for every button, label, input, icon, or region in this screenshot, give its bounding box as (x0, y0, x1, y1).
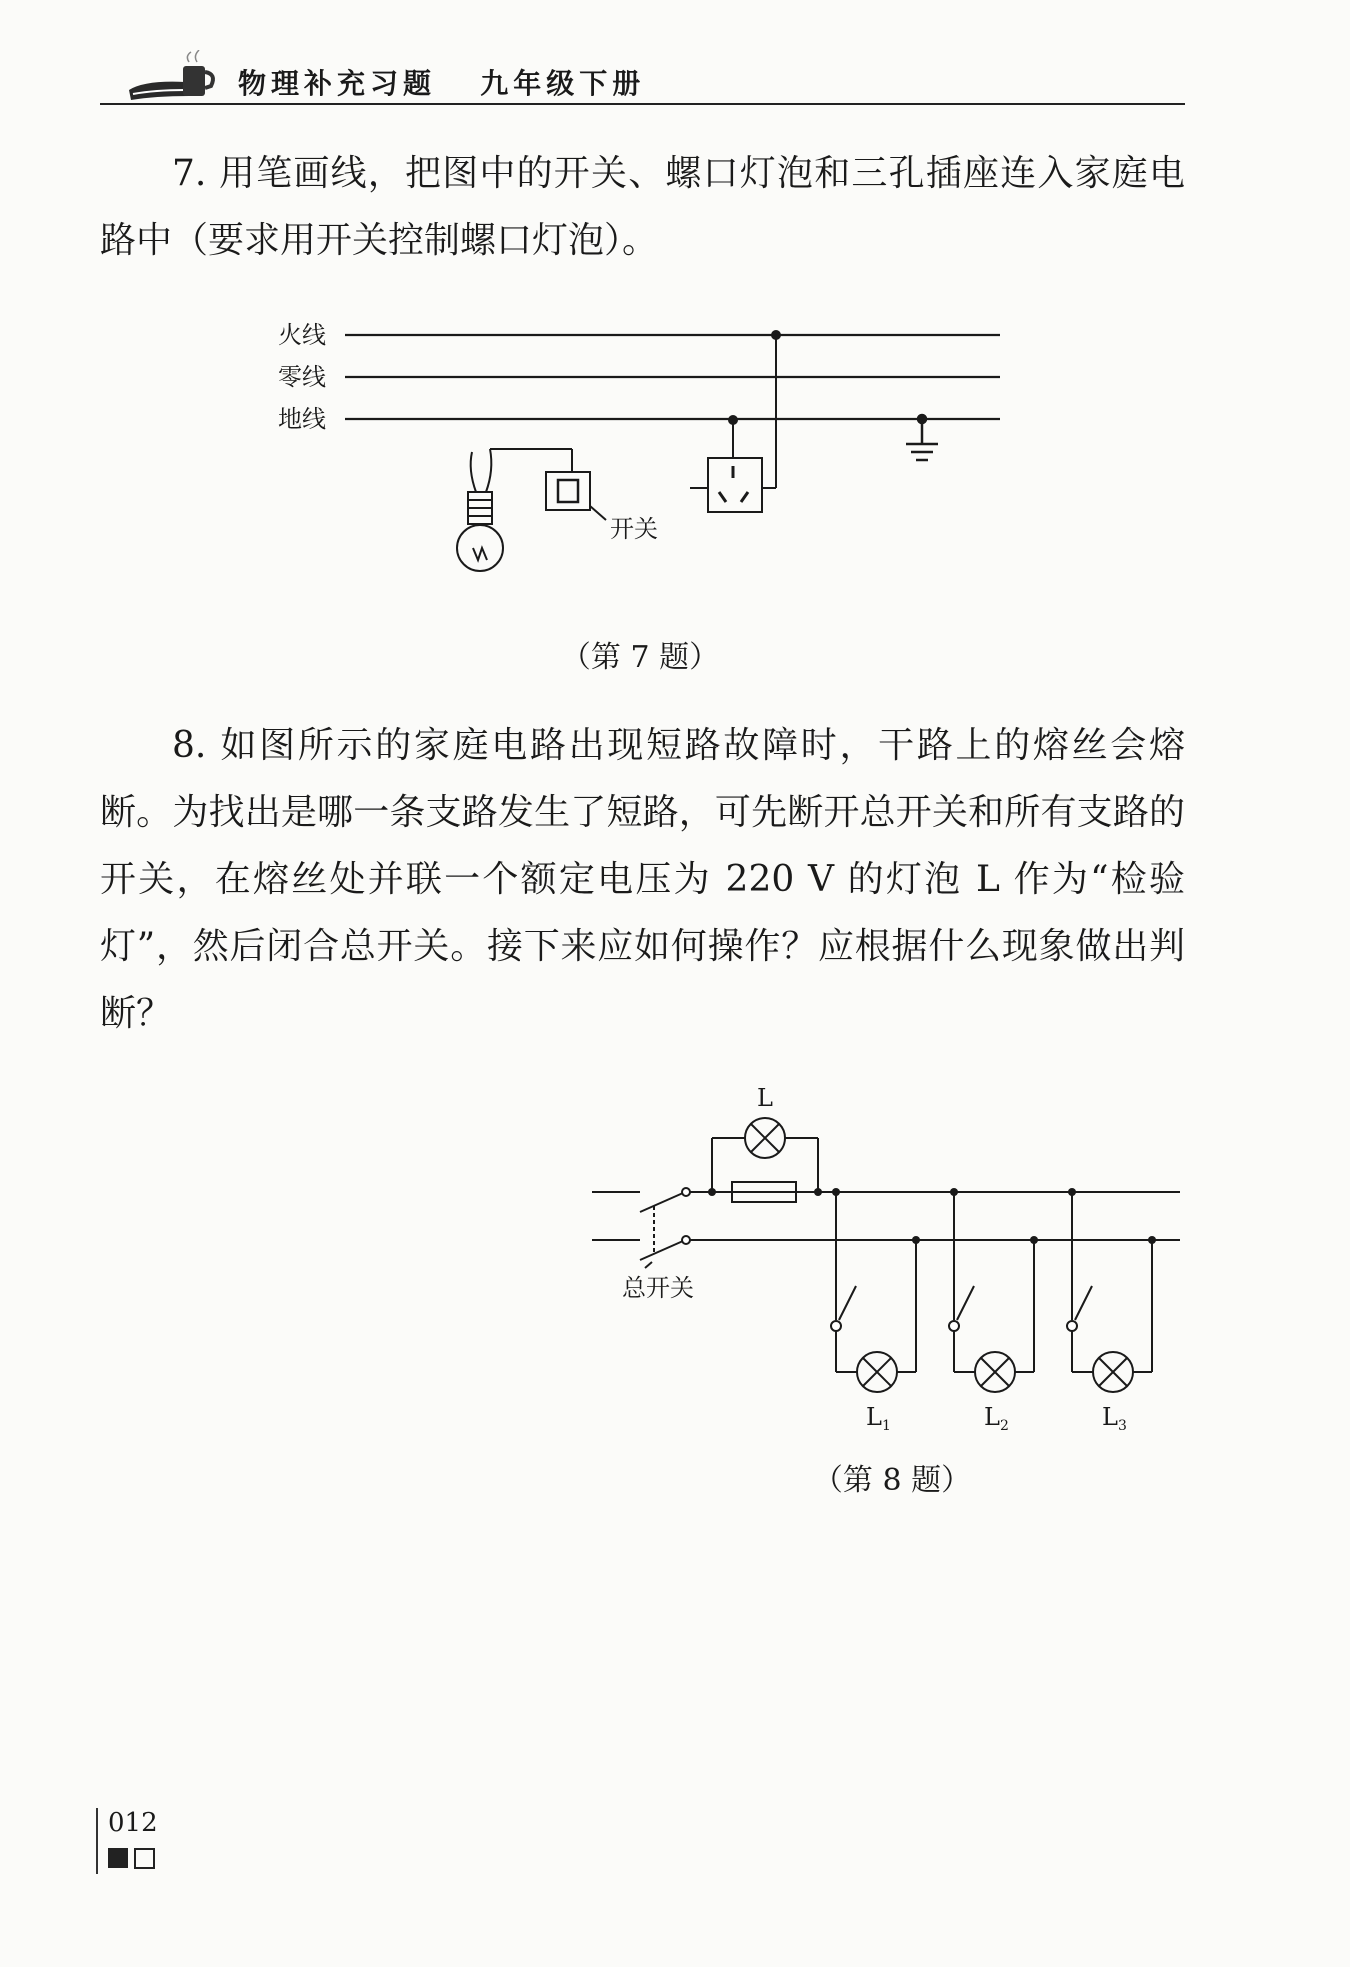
question-8-text: 8. 如图所示的家庭电路出现短路故障时，干路上的熔丝会熔断。为找出是哪一条支路发生了短路，可先断开总开关和所有支路的开关，在熔丝处并联一个额定电压为 220 V 的灯泡 L 作为“检验灯”，然后闭合总开关。接下来应如何操作？应根据什么现象做出判断？ (100, 725, 1185, 1034)
lamp-2-label: $L_2$ (984, 1403, 1009, 1434)
grade-label: 九年级下册 (480, 67, 646, 100)
fuse-icon (732, 1182, 796, 1202)
branch-3 (1067, 1192, 1152, 1392)
junction-dots (708, 1188, 1156, 1244)
lamp-3-label: $L_3$ (1102, 1403, 1127, 1434)
lamp-1-label: $L_1$ (866, 1403, 891, 1434)
test-lamp-label: L (757, 1084, 773, 1112)
page-marker-icon (108, 1848, 160, 1870)
branch-1 (831, 1192, 916, 1392)
book-title: 物理补充习题 (238, 67, 437, 100)
branch-2 (949, 1192, 1034, 1392)
figure-7-caption: （第 7 题） (560, 640, 720, 675)
switch-label: 开关 (610, 515, 658, 543)
neutral-wire-label: 零线 (278, 363, 326, 391)
ground-wire-label: 地线 (278, 405, 326, 433)
main-switch-icon (640, 1188, 690, 1268)
test-lamp-icon (745, 1118, 785, 1158)
page-number: 012 (108, 1808, 158, 1838)
footer-rule (96, 1808, 98, 1874)
question-7-text: 7. 用笔画线，把图中的开关、螺口灯泡和三孔插座连入家庭电路中（要求用开关控制螺口灯泡）。 (100, 153, 1185, 261)
figure-8-caption: （第 8 题） (812, 1463, 972, 1498)
main-switch-label: 总开关 (622, 1274, 694, 1302)
live-wire-label: 火线 (278, 321, 326, 349)
